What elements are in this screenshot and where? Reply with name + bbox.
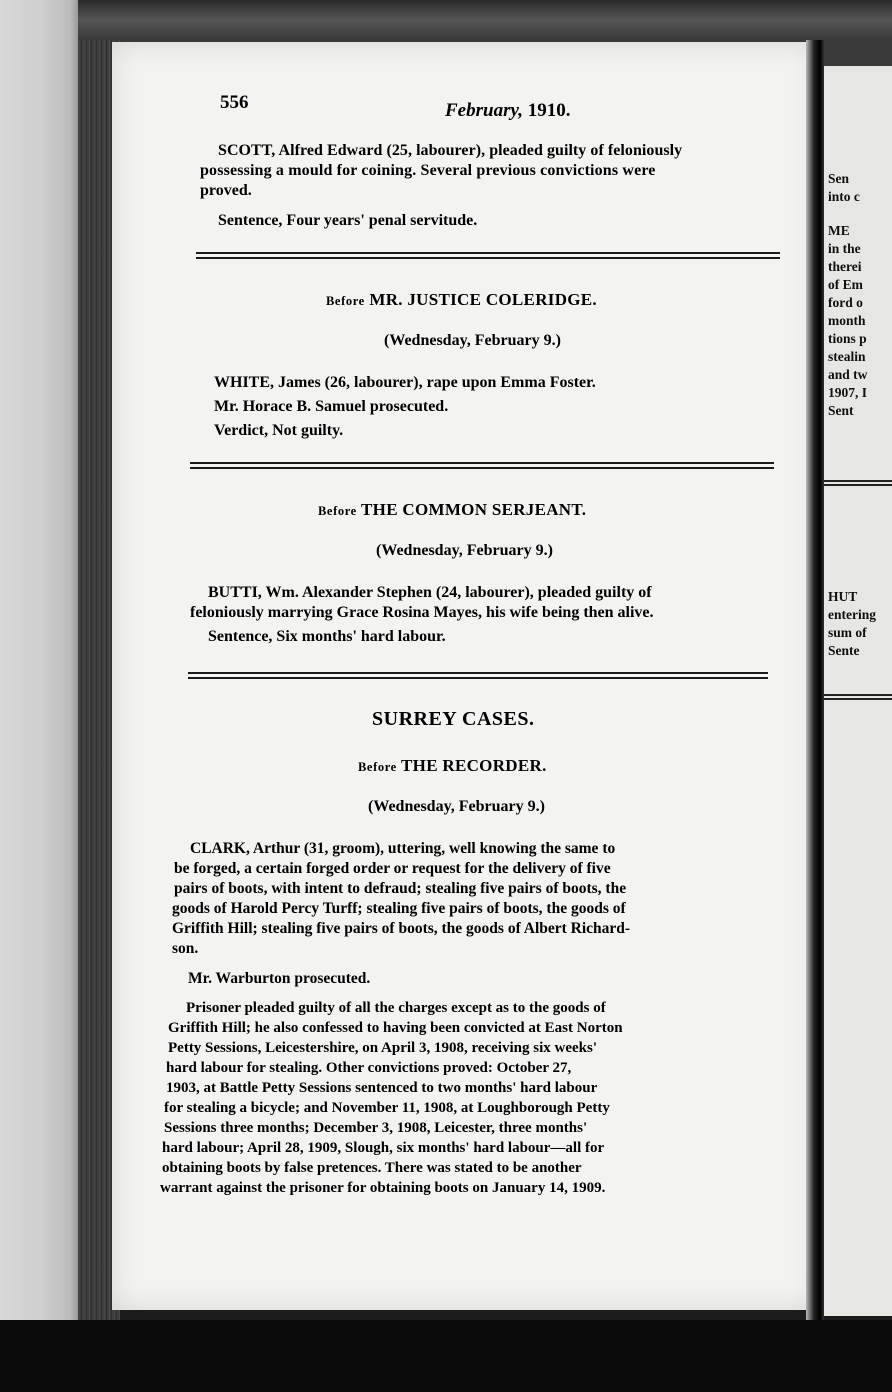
scott-line: proved.: [200, 182, 252, 199]
header-month: February,: [445, 100, 523, 121]
butti-line: feloniously marrying Grace Rosina Mayes, his wife being then alive.: [190, 604, 654, 621]
butti-line: BUTTI, Wm. Alexander Stephen (24, labourer), pleaded guilty of: [208, 584, 652, 601]
facing-line: Sente: [828, 643, 860, 658]
plea-line: 1903, at Battle Petty Sessions sentenced to two months' hard labour: [166, 1080, 598, 1096]
hearing-date: (Wednesday, February 9.): [368, 798, 545, 815]
plea-line: Griffith Hill; he also confessed to having been convicted at East Norton: [168, 1020, 623, 1036]
scan-bottom-shadow: [0, 1320, 892, 1392]
plea-line: Petty Sessions, Leicestershire, on April 3, 1908, receiving six weeks': [168, 1040, 597, 1056]
butti-sentence: Sentence, Six months' hard labour.: [208, 628, 446, 645]
judge-name: THE RECORDER.: [401, 756, 547, 775]
header-year: 1910.: [527, 100, 571, 121]
judge-name: THE COMMON SERJEANT.: [361, 500, 587, 519]
page-number: 556: [220, 92, 249, 113]
facing-line: sum of: [828, 625, 867, 640]
scott-sentence: Sentence, Four years' penal servitude.: [218, 212, 478, 229]
plea-line: Sessions three months; December 3, 1908, Leicester, three months': [164, 1120, 588, 1136]
section-divider: [196, 252, 780, 259]
judge-heading-common-serjeant: [318, 500, 586, 520]
plea-line: hard labour; April 28, 1909, Slough, six months' hard labour—all for: [162, 1140, 605, 1156]
facing-line: ford o: [828, 295, 863, 310]
plea-line: warrant against the prisoner for obtaining boots on January 14, 1909.: [160, 1180, 606, 1196]
judge-heading-recorder: [358, 756, 547, 776]
facing-line: therei: [828, 259, 862, 274]
clark-line: Griffith Hill; stealing five pairs of boots, the goods of Albert Richard-: [172, 920, 631, 937]
facing-line: 1907, I: [828, 385, 868, 400]
facing-line: Sen: [828, 171, 850, 186]
facing-line: into c: [828, 189, 860, 204]
judge-heading-coleridge: [326, 290, 597, 310]
scott-line: possessing a mould for coining. Several previous convictions were: [200, 162, 656, 179]
judge-name: MR. JUSTICE COLERIDGE.: [369, 290, 597, 309]
prosecutor-line: Mr. Warburton prosecuted.: [188, 970, 371, 987]
facing-line: month: [828, 313, 866, 328]
clark-line: son.: [172, 940, 199, 957]
facing-page: [824, 66, 892, 1316]
section-divider: [188, 672, 768, 679]
scanner-bed-edge: [0, 0, 78, 1392]
facing-rule: [824, 694, 892, 700]
book-gutter: [806, 40, 824, 1330]
plea-line: for stealing a bicycle; and November 11, 1908, at Loughborough Petty: [164, 1100, 610, 1116]
facing-line: HUT: [828, 589, 858, 604]
surrey-cases-title: SURREY CASES.: [372, 708, 535, 730]
facing-line: in the: [828, 241, 861, 256]
facing-line: Sent: [828, 403, 854, 418]
clark-line: CLARK, Arthur (31, groom), uttering, well knowing the same to: [190, 840, 616, 857]
clark-line: pairs of boots, with intent to defraud; stealing five pairs of boots, the: [174, 880, 627, 897]
hearing-date: (Wednesday, February 9.): [384, 332, 561, 349]
before-label: Before: [358, 760, 397, 774]
hearing-date: (Wednesday, February 9.): [376, 542, 553, 559]
facing-rule: [824, 480, 892, 486]
facing-line: stealin: [828, 349, 866, 364]
plea-line: Prisoner pleaded guilty of all the charges except as to the goods of: [186, 1000, 606, 1016]
before-label: Before: [326, 294, 365, 308]
section-divider: [190, 462, 774, 469]
facing-line: ME: [828, 223, 850, 238]
clark-line: be forged, a certain forged order or request for the delivery of five: [174, 860, 611, 877]
page-header-date: [445, 100, 570, 122]
plea-line: hard labour for stealing. Other convictions proved: October 27,: [166, 1060, 572, 1076]
white-line: Mr. Horace B. Samuel prosecuted.: [214, 398, 449, 415]
plea-line: obtaining boots by false pretences. There was stated to be another: [162, 1160, 582, 1176]
before-label: Before: [318, 504, 357, 518]
white-line: WHITE, James (26, labourer), rape upon Emma Foster.: [214, 374, 596, 391]
facing-line: of Em: [828, 277, 863, 292]
scott-line: SCOTT, Alfred Edward (25, labourer), pleaded guilty of feloniously: [218, 142, 683, 159]
clark-line: goods of Harold Percy Turff; stealing five pairs of boots, the goods of: [172, 900, 626, 917]
facing-line: tions p: [828, 331, 867, 346]
white-line: Verdict, Not guilty.: [214, 422, 344, 439]
facing-line: and tw: [828, 367, 868, 382]
facing-line: entering: [828, 607, 876, 622]
